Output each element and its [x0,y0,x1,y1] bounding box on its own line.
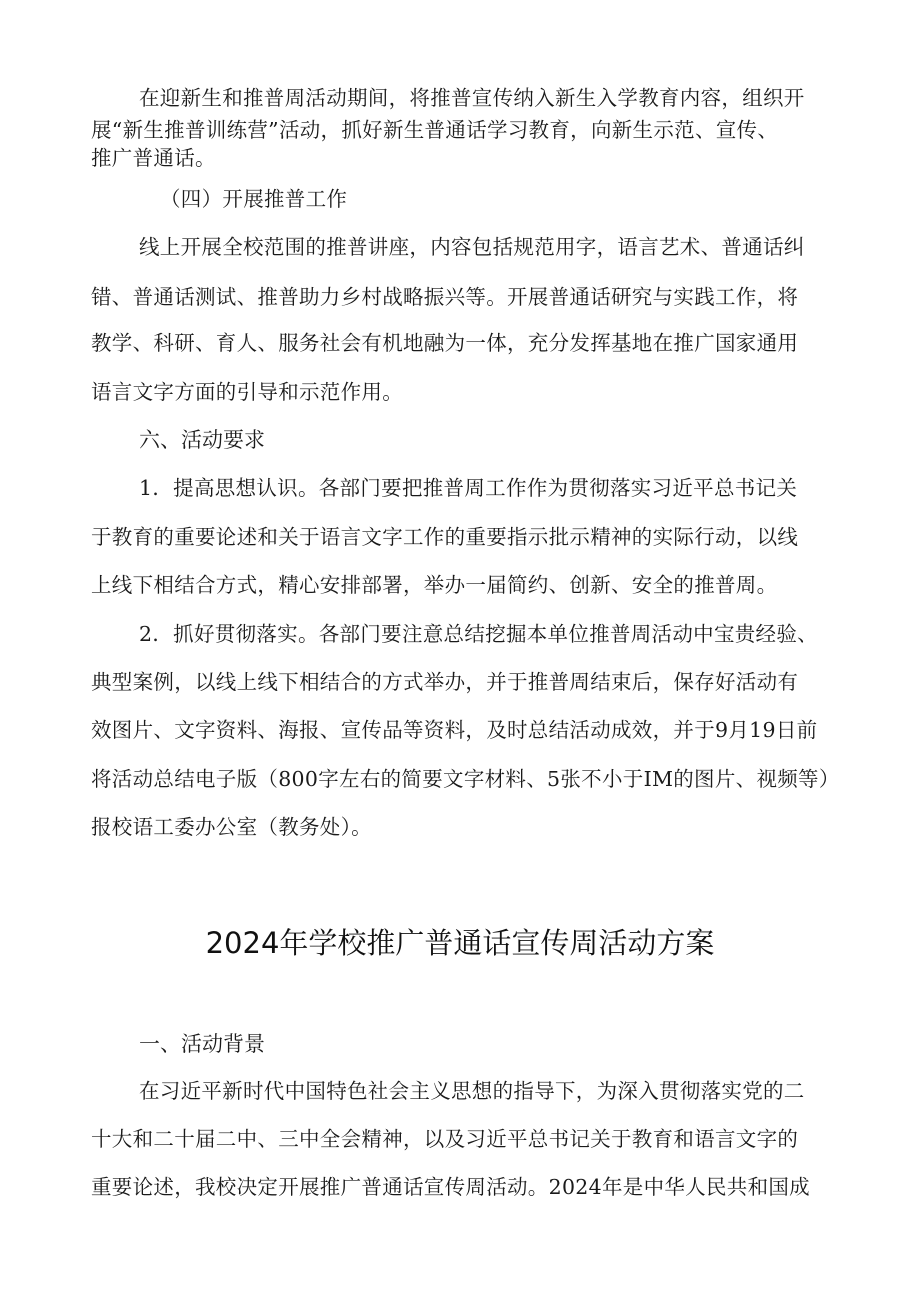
paragraph-line: 于教育的重要论述和关于语言文字工作的重要指示批示精神的实际行动，以线 [91,525,799,549]
paragraph-line: 推广普通话。 [91,146,216,170]
paragraph-line: 错、普通话测试、推普助力乡村战略振兴等。开展普通话研究与实践工作，将 [91,285,799,309]
paragraph-line: 语言文字方面的引导和示范作用。 [91,380,403,404]
paragraph-line: 典型案例，以线上线下相结合的方式举办，并于推普周结束后，保存好活动有 [91,670,799,694]
paragraph-line: 效图片、文字资料、海报、宣传品等资料，及时总结活动成效，并于9月19日前 [91,718,818,742]
paragraph-line: 十大和二十届二中、三中全会精神，以及习近平总书记关于教育和语言文字的 [91,1127,799,1151]
section-heading-4: （四）开展推普工作 [160,187,348,211]
paragraph-line: 1．提高思想认识。各部门要把推普周工作作为贯彻落实习近平总书记关 [139,476,798,500]
section-heading-1: 一、活动背景 [139,1032,265,1056]
paragraph-line: 上线下相结合方式，精心安排部署，举办一届简约、创新、安全的推普周。 [91,573,778,597]
paragraph-line: 展“新生推普训练营”活动，抓好新生普通话学习教育，向新生示范、宣传、 [91,118,779,142]
paragraph-line: 教学、科研、育人、服务社会有机地融为一体，充分发挥基地在推广国家通用 [91,331,799,355]
section-heading-6: 六、活动要求 [139,428,265,452]
paragraph-line: 报校语工委办公室（教务处）。 [91,815,372,839]
paragraph-line: 线上开展全校范围的推普讲座，内容包括规范用字，语言艺术、普通话纠 [139,235,805,259]
paragraph-line: 在迎新生和推普周活动期间，将推普宣传纳入新生入学教育内容，组织开 [139,86,805,110]
paragraph-line: 重要论述，我校决定开展推广普通话宣传周活动。2024年是中华人民共和国成 [91,1175,810,1199]
paragraph-line: 在习近平新时代中国特色社会主义思想的指导下，为深入贯彻落实党的二 [139,1079,805,1103]
paragraph-line: 2．抓好贯彻落实。各部门要注意总结挖掘本单位推普周活动中宝贵经验、 [139,622,818,646]
paragraph-line: 将活动总结电子版（800字左右的简要文字材料、5张不小于IM的图片、视频等） [91,767,840,791]
document-title: 2024年学校推广普通话宣传周活动方案 [205,926,715,960]
